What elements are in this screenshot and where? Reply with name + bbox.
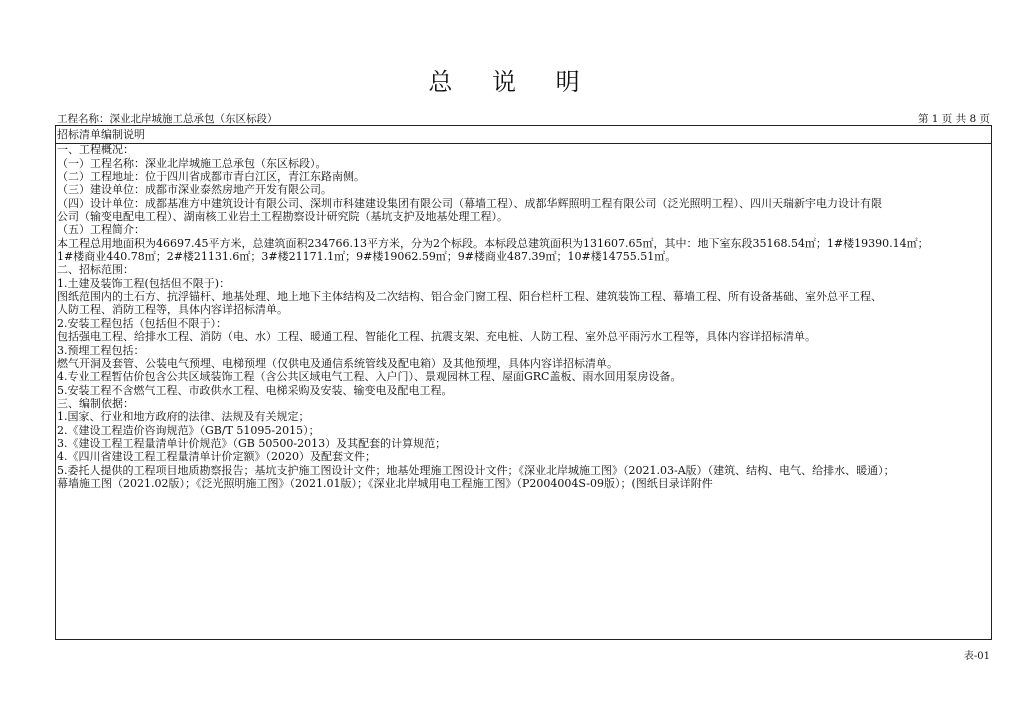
text-line: 燃气开洞及套管、公装电气预埋、电梯预埋（仅供电及通信系统管线及配电箱）及其他预埋，具体内容详招标清单。 bbox=[57, 356, 618, 370]
project-name: 工程名称：深业北岸城施工总承包（东区标段） bbox=[57, 113, 278, 125]
text-line: （一）工程名称：深业北岸城施工总承包（东区标段）。 bbox=[57, 156, 327, 170]
text-line: （三）建设单位：成都市深业泰然房地产开发有限公司。 bbox=[57, 183, 332, 197]
text-line: 三、编制依据： bbox=[57, 396, 134, 410]
text-line: （五）工程简介： bbox=[57, 223, 145, 237]
section-heading: 招标清单编制说明 bbox=[57, 128, 145, 141]
text-line: （二）工程地址：位于四川省成都市青白江区，青江东路南侧。 bbox=[57, 170, 365, 184]
text-line: 图纸范围内的土石方、抗浮锚杆、地基处理、地上地下主体结构及二次结构、铝合金门窗工程、阳台栏杆工程、建筑装饰工程、幕墙工程、所有设备基础、室外总平工程、 bbox=[57, 290, 882, 304]
text-line: 2.安装工程包括（包括但不限于）： bbox=[57, 316, 227, 330]
text-line: 二、招标范围： bbox=[57, 263, 134, 277]
text-line: 幕墙施工图（2021.02版）；《泛光照明施工图》（2021.01版）；《深业北岸城用电工程施工图》（P2004004S-09版）；(图纸目录详附件 bbox=[57, 476, 713, 490]
text-line: 1.土建及装饰工程(包括但不限于)： bbox=[57, 276, 231, 290]
text-line: 3.预埋工程包括： bbox=[57, 343, 145, 357]
text-line: 4.专业工程暂估价包含公共区域装饰工程（含公共区域电气工程、入户门）、景观园林工程、屋面GRC盖板、雨水回用泵房设备。 bbox=[57, 370, 682, 384]
text-line: 1#楼商业440.78㎡；2#楼21131.6㎡；3#楼21171.1㎡；9#楼19062.59㎡；9#楼商业487.39㎡；10#楼14755.51㎡。 bbox=[57, 250, 677, 264]
text-line: 2.《建设工程造价咨询规范》（GB/T 51095-2015）； bbox=[57, 423, 320, 437]
content-body bbox=[57, 128, 991, 490]
text-line: 包括强电工程、给排水工程、消防（电、水）工程、暖通工程、智能化工程、抗震支架、充电桩、人防工程、室外总平雨污水工程等，具体内容详招标清单。 bbox=[57, 330, 816, 344]
text-line: 1.国家、行业和地方政府的法律、法规及有关规定； bbox=[57, 410, 310, 424]
text-line: 3.《建设工程工程量清单计价规范》（GB 50500-2013）及其配套的计算规范； bbox=[57, 436, 447, 450]
text-line: 5.安装工程不含燃气工程、市政供水工程、电梯采购及安装、输变电及配电工程。 bbox=[57, 383, 453, 397]
text-line: （四）设计单位：成都基准方中建筑设计有限公司、深圳市科建建设集团有限公司（幕墙工程）、成都华辉照明工程有限公司（泛光照明工程）、四川天瑞新宇电力设计有限 bbox=[57, 196, 882, 210]
text-line: 一、工程概况： bbox=[57, 143, 134, 157]
text-line: 人防工程、消防工程等，具体内容详招标清单。 bbox=[57, 303, 288, 317]
text-line: 5.委托人提供的工程项目地质勘察报告；基坑支护施工图设计文件；地基处理施工图设计文件；《深业北岸城施工图》（2021.03-A版）（建筑、结构、电气、给排水、暖通）； bbox=[57, 463, 895, 477]
document-title: 总 说 明 bbox=[428, 68, 596, 96]
form-number: 表-01 bbox=[963, 651, 990, 662]
page-indicator: 第 1 页 共 8 页 bbox=[917, 113, 990, 125]
text-line: 4.《四川省建设工程工程量清单计价定额》（2020）及配套文件； bbox=[57, 450, 376, 464]
text-line: 本工程总用地面积为46697.45平方米，总建筑面积234766.13平方米，分为2个标段。本标段总建筑面积为131607.65㎡，其中：地下室东段35168.54㎡；1#楼19390.14㎡； bbox=[57, 236, 929, 250]
text-line: 公司（输变电配电工程）、湖南核工业岩土工程勘察设计研究院（基坑支护及地基处理工程）。 bbox=[57, 210, 508, 224]
